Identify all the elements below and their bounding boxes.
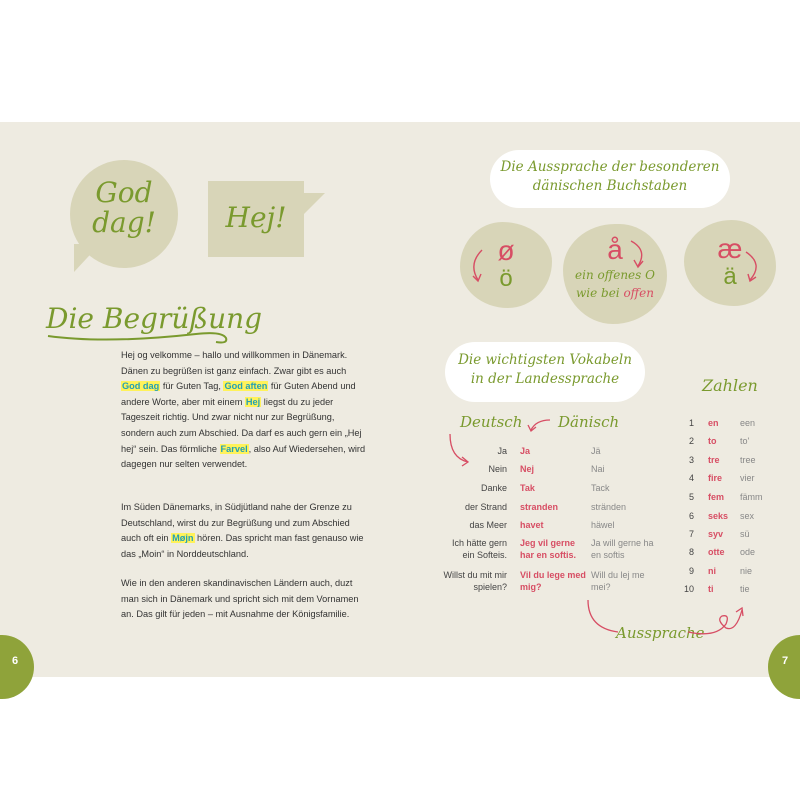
number-digit: 1 — [688, 418, 694, 428]
vocab-german: Willst du mit mir spielen? — [443, 570, 507, 592]
pronunciation-heading-line1: Die Aussprache der besonderen — [500, 159, 720, 175]
number-pronunciation: nie — [740, 566, 753, 576]
aa-note-word: offen — [623, 286, 655, 300]
vocab-german: Danke — [480, 483, 507, 493]
letter-oe: ø — [497, 235, 515, 266]
intro-paragraph — [121, 348, 367, 473]
number-digit: 9 — [688, 566, 694, 576]
vocab-heading — [445, 351, 645, 389]
vocab-german: Ja — [497, 446, 507, 456]
number-pronunciation: tree — [740, 455, 756, 465]
letter-aa-group — [563, 234, 667, 302]
highlight-god-aften: God aften — [224, 381, 268, 392]
number-danish: tre — [708, 455, 720, 465]
arrow-icon — [742, 250, 766, 284]
south-paragraph — [121, 500, 367, 562]
letter-ae: æ — [717, 233, 743, 264]
text-run: Hej og velkomme – hallo und willkommen in Dänemark. Dänen zu begrüßen ist ganz einfach. Zwar gibt es auch — [121, 350, 348, 376]
number-pronunciation: sü — [740, 529, 750, 539]
arrow-icon — [466, 248, 486, 288]
god-dag-line2: dag! — [92, 206, 156, 239]
pronunciation-heading — [490, 158, 730, 196]
vocab-danish: Ja — [520, 446, 531, 456]
text-run: für Guten Abend und andere Worte, aber mit einem — [121, 381, 356, 407]
highlight-mojn: Møjn — [172, 533, 194, 544]
highlight-farvel: Farvel — [220, 443, 248, 454]
vocab-pronunciation: Nai — [591, 464, 605, 474]
number-danish: ti — [708, 584, 714, 594]
number-pronunciation: sex — [740, 511, 755, 521]
number-danish: syv — [708, 529, 724, 539]
number-danish: en — [708, 418, 719, 428]
vocab-heading-line2: in der Landessprache — [470, 371, 620, 387]
number-pronunciation: tie — [740, 584, 750, 594]
text-run: hören. Das spricht man fast genauso wie das „Moin“ in Norddeutschland. — [121, 533, 364, 559]
highlight-hej: Hej — [245, 396, 261, 407]
vocab-german: Nein — [488, 464, 507, 474]
vocab-german: das Meer — [469, 520, 507, 530]
arrow-icon — [686, 604, 746, 640]
vocab-german: der Strand — [464, 502, 507, 512]
number-danish: ni — [708, 566, 716, 576]
page-number-right: 7 — [782, 655, 789, 667]
aa-note-line1: ein offenes O — [575, 268, 655, 282]
vocab-pronunciation: Ja will gerne ha en softis — [591, 538, 654, 560]
duzen-paragraph: Wie in den anderen skandinavischen Ländern auch, duzt man sich in Dänemark und spricht sich mit dem Vornamen an. Das gilt für jeden – mit Ausnahme der Königsfamilie. — [121, 578, 359, 620]
col-heading-daenisch: Dänisch — [558, 413, 620, 431]
vocab-danish: stranden — [520, 502, 559, 512]
hej-bubble-tail — [303, 193, 325, 215]
text-run: , also Auf Wiedersehen, wird dagegen nur selten verwendet. — [121, 443, 366, 470]
page-number-left: 6 — [12, 655, 19, 667]
god-dag-line1: God — [95, 176, 153, 209]
section-title: Die Begrüßung — [46, 302, 263, 335]
numbers-heading: Zahlen — [702, 376, 758, 395]
title-underline-swirl — [46, 322, 236, 348]
aa-note-line2 — [563, 284, 667, 302]
number-digit: 4 — [688, 473, 694, 483]
sound-oe: ö — [499, 265, 513, 292]
vocab-pronunciation: häwel — [591, 520, 615, 530]
god-dag-bubble-tail — [74, 244, 100, 272]
number-danish: otte — [708, 547, 725, 557]
vocab-pronunciation: Will du lej me mei? — [591, 570, 645, 592]
vocab-pronunciation: Jä — [591, 446, 601, 456]
number-digit: 10 — [683, 584, 694, 594]
number-digit: 6 — [688, 511, 694, 521]
vocab-danish: havet — [520, 520, 544, 530]
arrow-icon — [628, 238, 650, 272]
pronunciation-label: Aussprache — [616, 624, 705, 642]
hej-text: Hej! — [225, 201, 287, 234]
text-run: für Guten Tag, — [160, 381, 224, 392]
number-pronunciation: vier — [740, 473, 755, 483]
vocab-german: Ich hätte gern ein Softeis. — [451, 538, 507, 560]
vocab-danish: Jeg vil gerne har en softis. — [520, 538, 577, 560]
letter-aa: å — [607, 234, 623, 265]
number-danish: seks — [708, 511, 729, 521]
col-heading-deutsch: Deutsch — [460, 413, 523, 431]
highlight-god-dag: God dag — [122, 381, 160, 392]
text-run: liegst du zu jeder Tageszeit richtig. Und zwar nicht nur zur Begrüßung, sondern auch zum Abschied. Da darf es auch gern ein „Hej hej“ sein. Das förmliche — [121, 396, 362, 454]
sound-ae: ä — [723, 263, 737, 290]
number-danish: fem — [708, 492, 725, 502]
vocab-danish: Vil du lege med mig? — [520, 570, 586, 592]
number-pronunciation: ode — [740, 547, 756, 557]
number-pronunciation: een — [740, 418, 756, 428]
number-pronunciation: fämm — [740, 492, 763, 502]
number-digit: 7 — [688, 529, 694, 539]
arrow-icon — [526, 416, 552, 434]
vocab-pronunciation: stränden — [591, 502, 627, 512]
number-digit: 2 — [688, 436, 694, 446]
vocab-danish: Nej — [520, 464, 535, 474]
aa-note-prefix: wie bei — [575, 286, 624, 300]
vocab-danish: Tak — [520, 483, 535, 493]
number-danish: to — [708, 436, 717, 446]
vocab-heading-line1: Die wichtigsten Vokabeln — [458, 352, 632, 368]
number-danish: fire — [708, 473, 723, 483]
number-digit: 3 — [688, 455, 694, 465]
text-run: Im Süden Dänemarks, in Südjütland nahe der Grenze zu Deutschland, wirst du zur Begrüßung und zum Abschied auch oft ein — [121, 502, 352, 544]
number-pronunciation: to' — [740, 436, 750, 446]
number-digit: 8 — [688, 547, 694, 557]
god-dag-text — [70, 178, 178, 238]
pronunciation-heading-line2: dänischen Buchstaben — [532, 178, 688, 194]
vocab-pronunciation: Tack — [591, 483, 610, 493]
number-digit: 5 — [688, 492, 694, 502]
